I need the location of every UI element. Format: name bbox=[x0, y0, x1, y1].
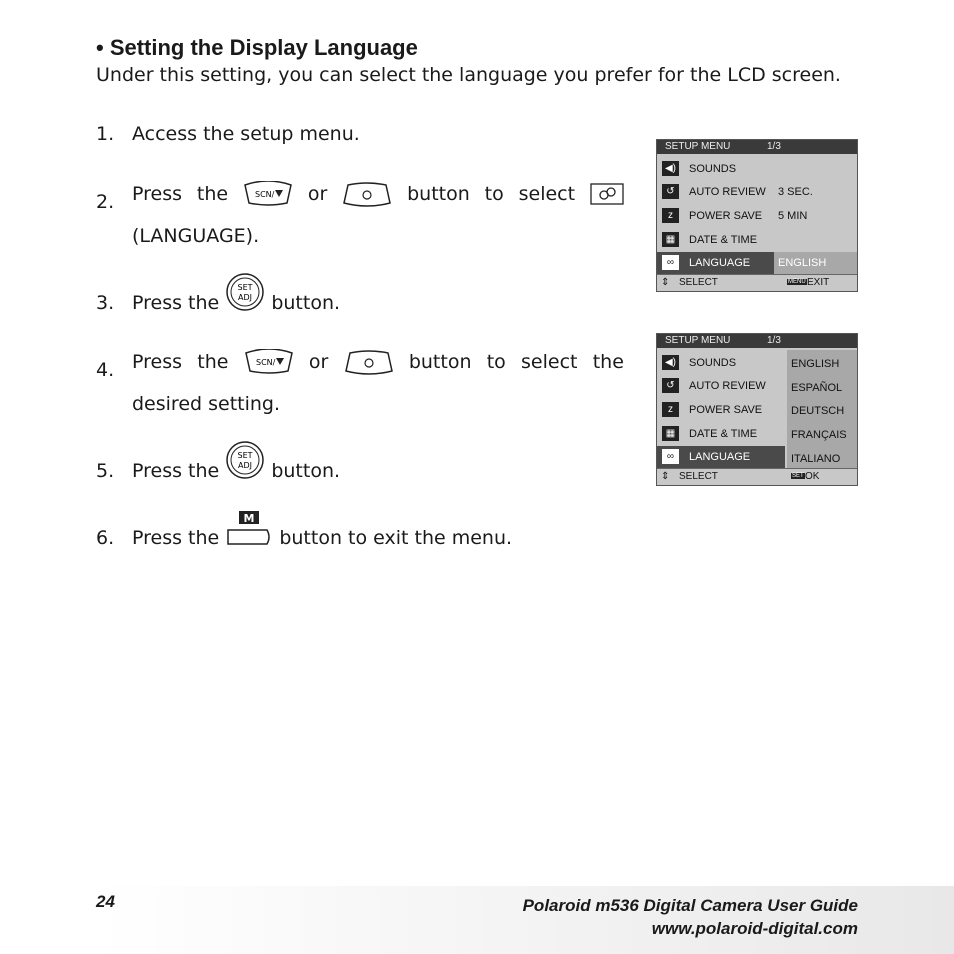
language-options-list bbox=[787, 350, 857, 468]
step-text: Press the SCN/ or button to select bbox=[132, 181, 624, 207]
speaker-icon: ◀) bbox=[662, 161, 679, 176]
language-option: ENGLISH bbox=[791, 358, 840, 370]
website-url: www.polaroid-digital.com bbox=[651, 919, 858, 938]
menu-row-sounds: ◀) SOUNDS bbox=[657, 158, 857, 180]
language-icon bbox=[590, 183, 624, 205]
scene-up-button-icon bbox=[244, 349, 294, 375]
language-option: ITALIANO bbox=[791, 453, 841, 465]
up-down-arrow-icon: ⇕ bbox=[661, 277, 670, 288]
language-icon: ∞ bbox=[662, 255, 679, 270]
svg-text:SCN/: SCN/ bbox=[254, 190, 275, 199]
menu-row-language: ∞ LANGUAGE ENGLISH bbox=[657, 252, 857, 274]
language-option: DEUTSCH bbox=[791, 405, 845, 417]
language-icon: ∞ bbox=[662, 449, 679, 464]
svg-text:SCN/: SCN/ bbox=[255, 358, 276, 367]
step-text: Press the SET ADJ button. bbox=[132, 458, 340, 484]
lcd-setup-menu-screen-2 bbox=[656, 333, 858, 486]
self-timer-down-button-icon bbox=[342, 181, 392, 207]
step-number: 5. bbox=[96, 460, 115, 482]
step-number: 1. bbox=[96, 123, 115, 145]
menu-row-power-save: z POWER SAVE bbox=[657, 399, 785, 421]
step-text: Press the SET ADJ button. bbox=[132, 290, 340, 316]
speaker-icon: ◀) bbox=[662, 355, 679, 370]
step-text: Press the SCN/ or button to select the bbox=[132, 351, 624, 373]
menu-button-icon bbox=[225, 510, 273, 550]
up-down-arrow-icon: ⇕ bbox=[661, 471, 670, 482]
calendar-icon: ▦ bbox=[662, 426, 679, 441]
step-text: Press the M button to exit the menu. bbox=[132, 511, 513, 549]
step-text: Access the setup menu. bbox=[132, 123, 360, 145]
lcd-footer: ⇕ SELECT SET OK bbox=[657, 468, 857, 485]
intro-paragraph: Under this setting, you can select the language you prefer for the LCD screen. bbox=[96, 64, 841, 86]
step-number: 2. bbox=[96, 191, 115, 213]
language-option: ESPAÑOL bbox=[791, 382, 843, 394]
lcd-header: SETUP MENU 1/3 bbox=[657, 334, 857, 348]
menu-row-date-time: ▦ DATE & TIME bbox=[657, 229, 857, 251]
page-number: 24 bbox=[96, 892, 115, 911]
scene-up-button-icon bbox=[243, 181, 293, 207]
menu-row-auto-review: ↺ AUTO REVIEW bbox=[657, 375, 785, 397]
svg-text:SET: SET bbox=[237, 282, 253, 292]
guide-title: Polaroid m536 Digital Camera User Guide bbox=[522, 896, 858, 915]
menu-row-sounds: ◀) SOUNDS bbox=[657, 352, 785, 374]
menu-row-power-save: z POWER SAVE 5 MIN bbox=[657, 205, 857, 227]
set-adj-button-icon bbox=[225, 272, 265, 312]
page-footer bbox=[96, 886, 954, 954]
section-heading: • Setting the Display Language bbox=[96, 35, 418, 60]
review-icon: ↺ bbox=[662, 184, 679, 199]
svg-text:ADJ: ADJ bbox=[238, 292, 253, 302]
menu-row-date-time: ▦ DATE & TIME bbox=[657, 423, 785, 445]
guide-info bbox=[523, 894, 858, 940]
lcd-setup-menu-screen-1 bbox=[656, 139, 858, 292]
set-adj-button-icon bbox=[225, 440, 265, 480]
menu-row-auto-review: ↺ AUTO REVIEW 3 SEC. bbox=[657, 181, 857, 203]
review-icon: ↺ bbox=[662, 378, 679, 393]
lcd-footer: ⇕ SELECT MENU EXIT bbox=[657, 274, 857, 291]
power-save-icon: z bbox=[662, 402, 679, 417]
self-timer-down-button-icon bbox=[344, 349, 394, 375]
calendar-icon: ▦ bbox=[662, 232, 679, 247]
language-option: FRANÇAIS bbox=[791, 429, 847, 441]
step-number: 4. bbox=[96, 359, 115, 381]
step-number: 3. bbox=[96, 292, 115, 314]
step-text-line2: desired setting. bbox=[132, 393, 281, 415]
svg-text:SET: SET bbox=[237, 450, 253, 460]
power-save-icon: z bbox=[662, 208, 679, 223]
menu-row-language: ∞ LANGUAGE bbox=[657, 446, 785, 468]
svg-text:ADJ: ADJ bbox=[238, 460, 253, 470]
svg-text:M: M bbox=[243, 511, 255, 525]
lcd-header: SETUP MENU 1/3 bbox=[657, 140, 857, 154]
step-number: 6. bbox=[96, 527, 115, 549]
step-text-line2: (LANGUAGE). bbox=[132, 225, 260, 247]
